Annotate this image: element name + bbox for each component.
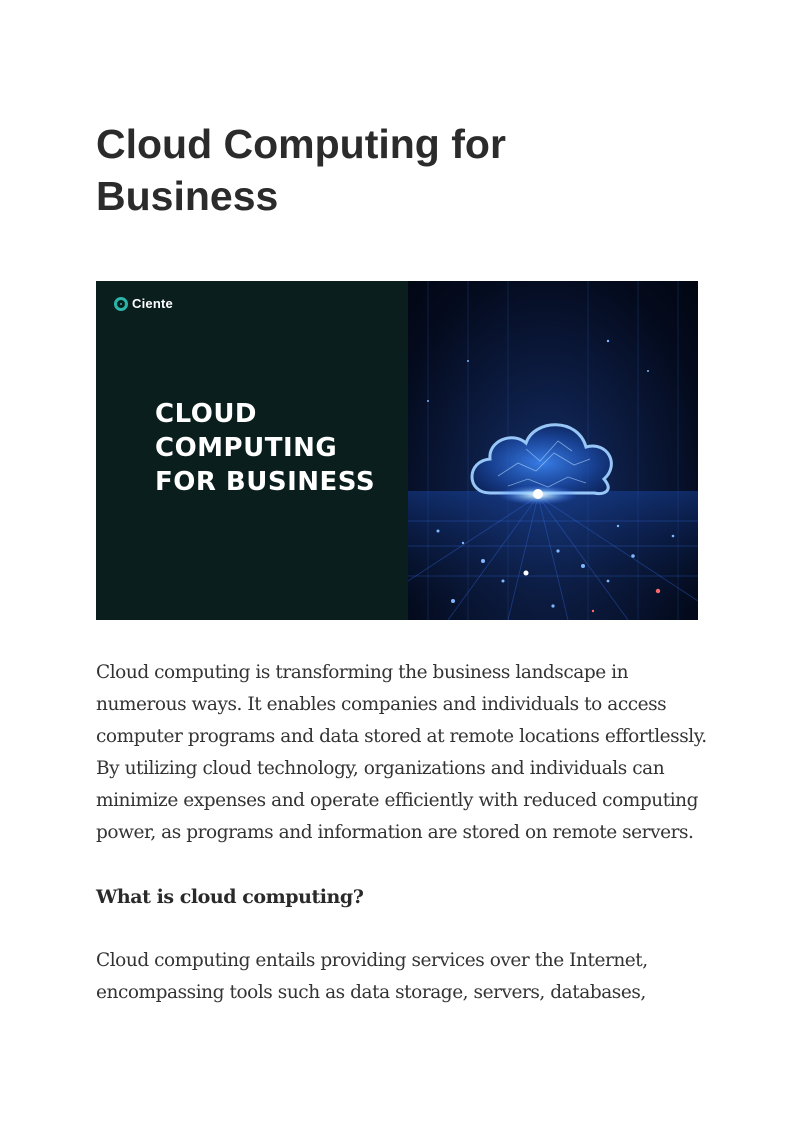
document-title-line: Cloud Computing for — [96, 121, 506, 167]
hero-banner-image — [96, 281, 698, 620]
section-heading: What is cloud computing? — [96, 886, 364, 908]
paragraph-line: encompassing tools such as data storage, servers, databases, — [96, 982, 646, 1003]
paragraph-line: minimize expenses and operate efficiently with reduced computing — [96, 790, 699, 811]
definition-paragraph — [96, 945, 706, 1009]
paragraph-line: Cloud computing is transforming the business landscape in — [96, 662, 629, 683]
brand-logo — [114, 296, 173, 311]
hero-heading-line: FOR BUSINESS — [155, 467, 376, 497]
intro-paragraph — [96, 657, 706, 849]
logo-icon — [114, 297, 128, 311]
hero-heading-line: COMPUTING — [155, 433, 338, 463]
hero-heading — [155, 397, 375, 499]
paragraph-line: numerous ways. It enables companies and individuals to access — [96, 694, 667, 715]
paragraph-line: By utilizing cloud technology, organizations and individuals can — [96, 758, 665, 779]
cloud-icon — [408, 281, 698, 620]
document-title-line: Business — [96, 173, 279, 219]
document-title — [96, 118, 656, 222]
hero-heading-line: CLOUD — [155, 399, 258, 429]
hero-text-panel — [96, 281, 408, 620]
paragraph-line: Cloud computing entails providing services over the Internet, — [96, 950, 648, 971]
logo-text: Ciente — [132, 296, 173, 311]
paragraph-line: computer programs and data stored at remote locations effortlessly. — [96, 726, 707, 747]
cloud-illustration — [408, 281, 698, 620]
paragraph-line: power, as programs and information are stored on remote servers. — [96, 822, 694, 843]
